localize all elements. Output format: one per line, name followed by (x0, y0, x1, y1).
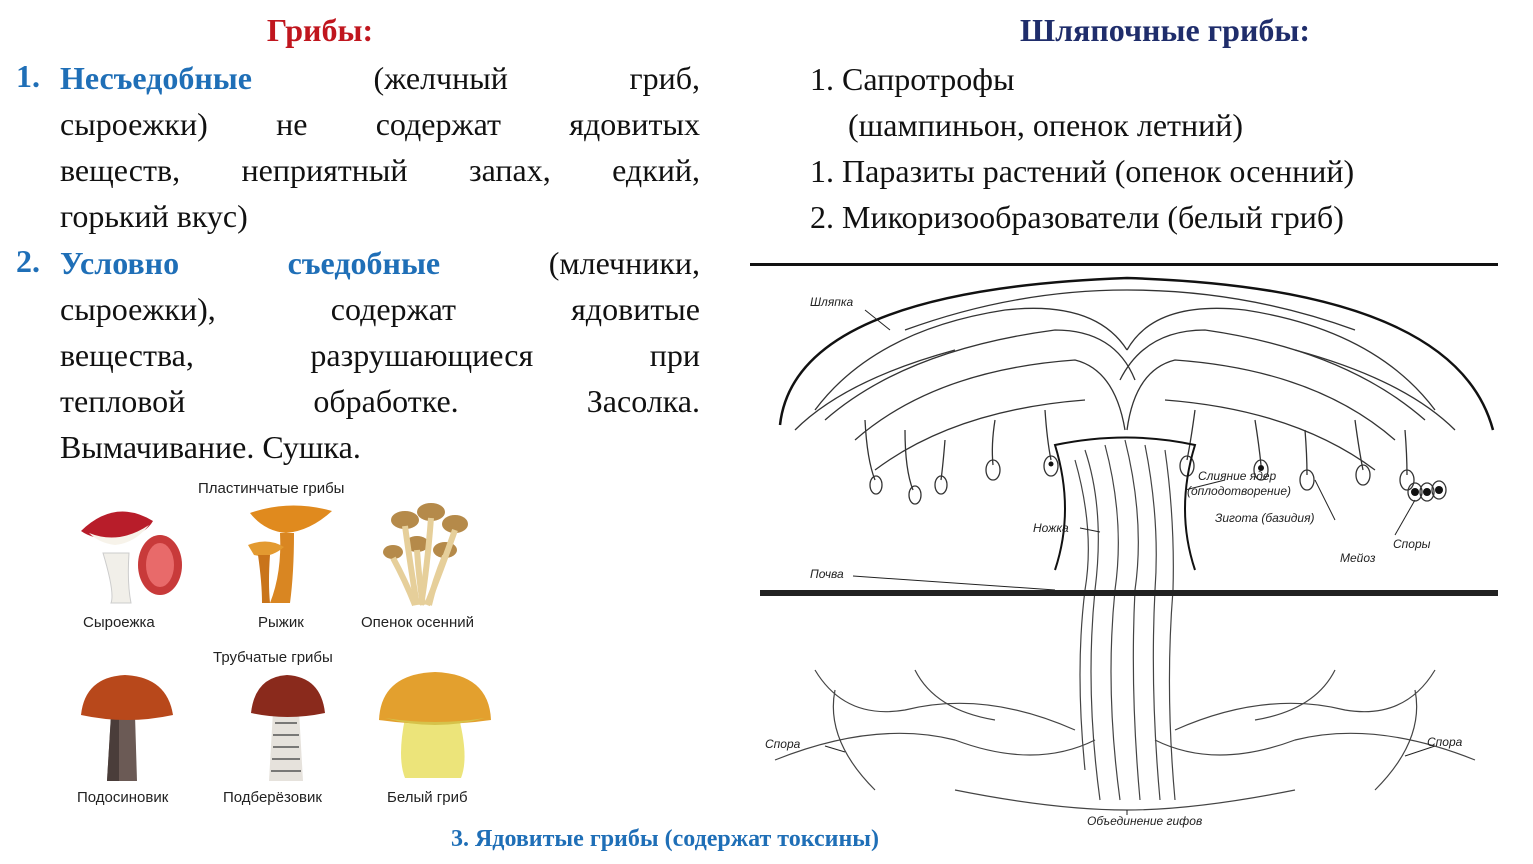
porcini-image (375, 668, 495, 783)
spore-right-label: Спора (1427, 735, 1463, 749)
basidia (865, 410, 1414, 504)
saffron-milk-cap-label: Рыжик (258, 614, 304, 631)
lamellar-group-title: Пластинчатые грибы (198, 480, 345, 497)
spore-left-label: Спора (765, 737, 801, 751)
tubular-group-title: Трубчатые грибы (213, 649, 333, 666)
item2-line-2: сыроежки), содержат ядовитые (60, 291, 700, 327)
footer-caption: 3. Ядовитые грибы (содержат токсины) (450, 826, 880, 852)
item1-line-2: сыроежки) не содержат ядовитых (60, 106, 700, 142)
saffron-milk-cap-image (240, 503, 340, 613)
nuclear-fusion-label: Слияние ядер (1198, 469, 1277, 483)
item2-line-1: Условно съедобные (млечники, (60, 245, 701, 281)
item2-line-4: тепловой обработке. Засолка. (60, 383, 700, 419)
divider-line (750, 263, 1498, 266)
mushroom-structure-diagram (755, 270, 1500, 830)
cap-label: Шляпка (810, 295, 854, 309)
orange-birch-bolete-image (75, 673, 180, 783)
item1-paragraph (60, 55, 700, 239)
left-title: Грибы: (266, 12, 374, 48)
brown-birch-bolete-image (245, 673, 335, 783)
stem-outline (1055, 438, 1195, 571)
zygote-label: Зигота (базидия) (1215, 511, 1315, 525)
mycelium (775, 670, 1475, 810)
meiosis-label: Мейоз (1340, 551, 1376, 565)
right-item-2: 1. Паразиты растений (опенок осенний) (810, 153, 1355, 189)
conditionally-edible-heading: Условно съедобные (60, 245, 441, 281)
honey-fungus-image (375, 500, 485, 615)
cap-hyphae (795, 290, 1455, 470)
honey-fungus-label: Опенок осенний (361, 614, 474, 631)
item2-paragraph (60, 240, 700, 470)
fertilization-label: (оплодотворение) (1187, 484, 1291, 498)
brown-birch-bolete-label: Подберёзовик (223, 789, 322, 806)
orange-birch-bolete-label: Подосиновик (77, 789, 169, 806)
porcini-label: Белый гриб (387, 789, 468, 806)
right-item-1: 1. Сапротрофы (810, 61, 1015, 97)
right-item-3: 2. Микоризообразователи (белый гриб) (810, 199, 1344, 235)
hyphae-union-label: Объединение гифов (1087, 814, 1203, 828)
item1-number: 1. (16, 58, 40, 94)
item1-line-4: горький вкус) (60, 198, 248, 234)
inedible-heading: Несъедобные (60, 60, 252, 96)
right-title: Шляпочные грибы: (1019, 12, 1311, 48)
right-item-1-examples: (шампиньон, опенок летний) (848, 107, 1244, 143)
mushroom-photo-panel (75, 478, 505, 818)
russula-image (75, 503, 185, 613)
item2-line-3: вещества, разрушающиеся при (60, 337, 700, 373)
item2-line-5: Вымачивание. Сушка. (60, 429, 361, 465)
stem-label: Ножка (1033, 521, 1069, 535)
item1-line-3: веществ, неприятный запах, едкий, (60, 152, 700, 188)
russula-label: Сыроежка (83, 614, 155, 631)
soil-label: Почва (810, 567, 844, 581)
cap-outline (780, 278, 1493, 430)
item2-number: 2. (16, 243, 40, 279)
soil-line (760, 590, 1498, 596)
item1-line-1: Несъедобные (желчный гриб, (60, 60, 701, 96)
spores-label: Споры (1393, 537, 1431, 551)
stem-hyphae (1075, 440, 1175, 800)
